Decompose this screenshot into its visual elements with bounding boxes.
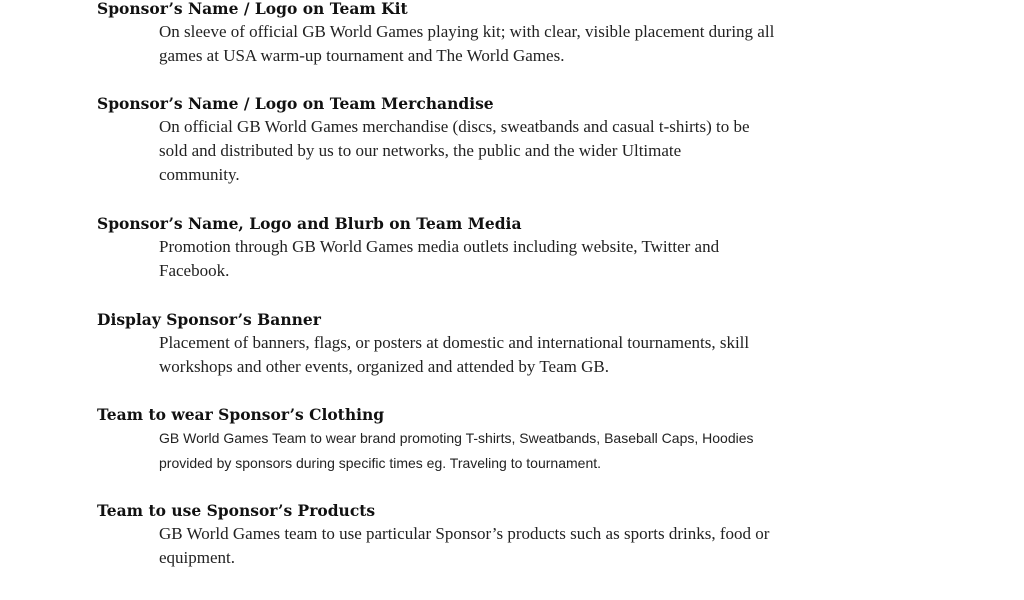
section-heading: Team to use Sponsor’s Products	[97, 501, 376, 520]
body-line: On official GB World Games merchandise (discs, sweatbands and casual t-shirts) to be	[159, 117, 750, 136]
body-line: workshops and other events, organized and attended by Team GB.	[159, 357, 609, 376]
section-body	[159, 20, 959, 68]
body-line: games at USA warm-up tournament and The World Games.	[159, 46, 565, 65]
section-body	[159, 235, 959, 283]
section-heading: Sponsor’s Name / Logo on Team Merchandise	[97, 94, 494, 113]
section-body	[159, 426, 959, 476]
body-line: GB World Games Team to wear brand promoting T-shirts, Sweatbands, Baseball Caps, Hoodies	[159, 430, 754, 446]
section-team-media	[97, 213, 977, 283]
section-body	[159, 331, 959, 379]
body-line: community.	[159, 165, 240, 184]
section-sponsor-products	[97, 500, 977, 570]
section-sponsor-banner	[97, 309, 977, 379]
body-line: Placement of banners, flags, or posters at domestic and international tournaments, skill	[159, 333, 750, 352]
body-line: Promotion through GB World Games media outlets including website, Twitter and	[159, 237, 720, 256]
section-sponsor-clothing	[97, 404, 977, 476]
section-team-kit	[97, 0, 977, 68]
body-line: sold and distributed by us to our networks, the public and the wider Ultimate	[159, 141, 682, 160]
body-line: provided by sponsors during specific times eg. Traveling to tournament.	[159, 455, 602, 471]
body-line: equipment.	[159, 548, 236, 567]
body-line: Facebook.	[159, 261, 230, 280]
section-heading: Sponsor’s Name, Logo and Blurb on Team Media	[97, 214, 522, 233]
body-line: On sleeve of official GB World Games playing kit; with clear, visible placement during all	[159, 22, 775, 41]
section-heading: Display Sponsor’s Banner	[97, 310, 321, 329]
section-body	[159, 522, 959, 570]
section-team-merchandise	[97, 93, 977, 187]
section-heading: Sponsor’s Name / Logo on Team Kit	[97, 0, 408, 18]
body-line: GB World Games team to use particular Sponsor’s products such as sports drinks, food or	[159, 524, 770, 543]
section-heading: Team to wear Sponsor’s Clothing	[97, 405, 385, 424]
section-body	[159, 115, 959, 187]
